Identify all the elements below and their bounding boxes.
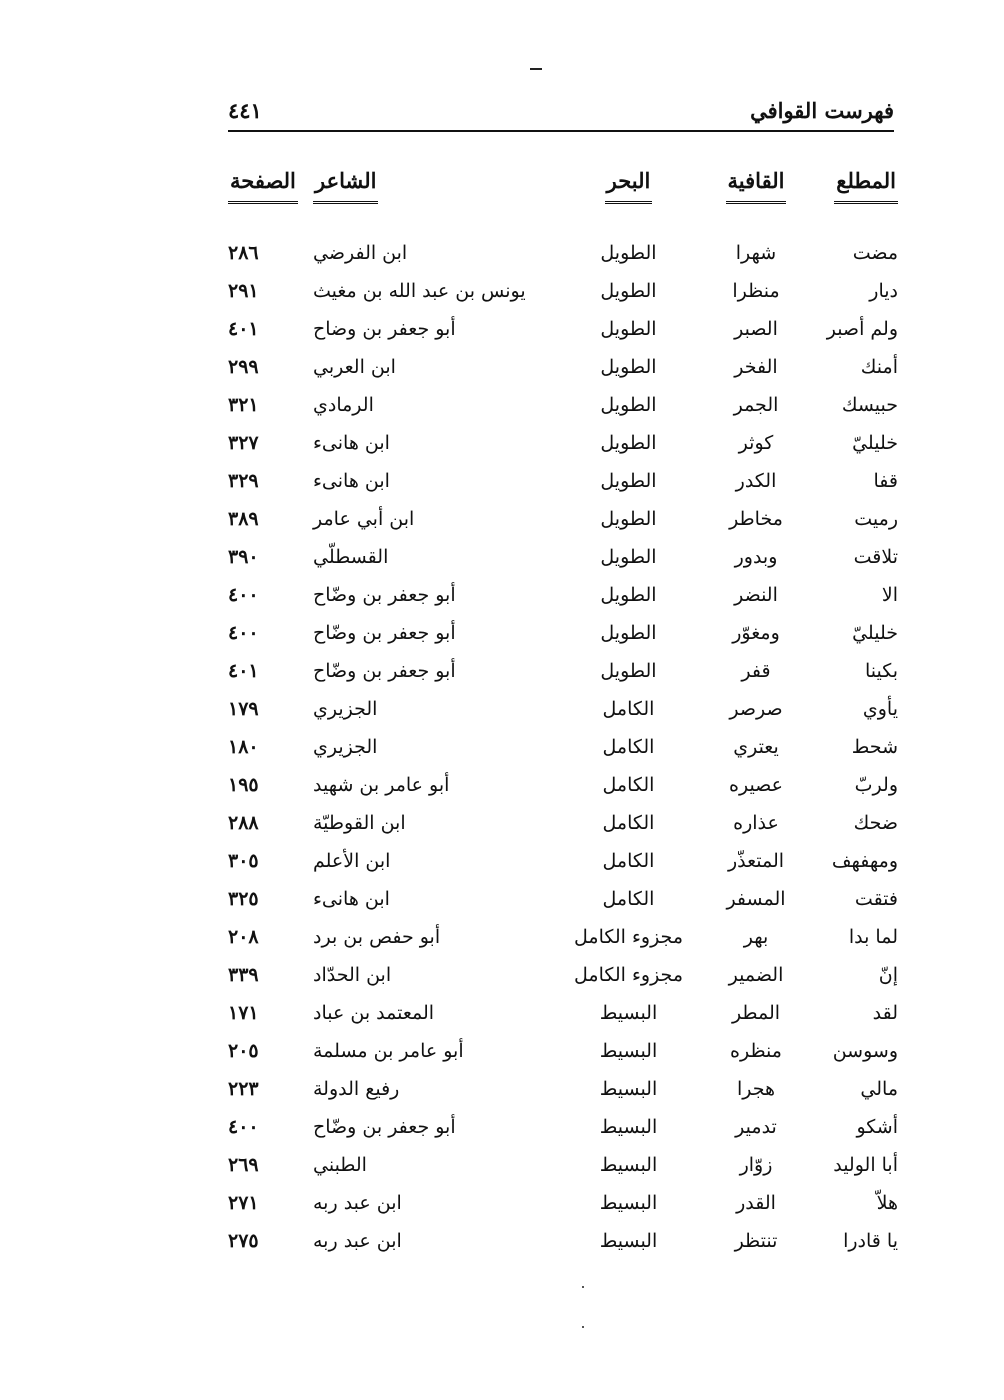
cell-qafiya: الكدر [735, 470, 777, 492]
cell-matla: يا قادرا [843, 1230, 898, 1252]
cell-poet: أبو عامر بن شهيد [313, 774, 450, 796]
cell-page: ٣٢٩ [228, 470, 259, 492]
cell-matla: ولربّ [854, 774, 898, 796]
cell-qafiya: تنتظر [734, 1230, 778, 1252]
cell-bahr: الطويل [600, 242, 657, 264]
table-header-row [228, 162, 898, 234]
cell-bahr: الطويل [600, 356, 657, 378]
column-header-page: الصفحة [228, 162, 313, 234]
rhymes-index-table [228, 162, 898, 1260]
cell-matla: أبا الوليد [833, 1154, 898, 1176]
cell-poet: ابن عبد ربه [313, 1192, 402, 1214]
cell-qafiya: تدمير [735, 1116, 777, 1138]
cell-poet: المعتمد بن عباد [313, 1002, 435, 1024]
table-row [228, 462, 898, 500]
cell-qafiya: الصبر [734, 318, 778, 340]
cell-matla: شحط [851, 736, 898, 758]
cell-qafiya: منظرا [732, 280, 780, 302]
cell-poet: ابن هانىء [313, 888, 390, 910]
top-mark [530, 68, 542, 70]
table-row [228, 386, 898, 424]
column-header-matla: المطلع [816, 162, 898, 234]
cell-matla: وسوسن [832, 1040, 898, 1062]
table-row [228, 728, 898, 766]
cell-poet: ابن القوطيّة [313, 812, 406, 834]
cell-matla: ولم أصبر [826, 318, 898, 340]
cell-bahr: الطويل [600, 584, 657, 606]
running-title: فهرست القوافي [750, 98, 894, 123]
cell-bahr: البسيط [599, 1078, 658, 1100]
cell-qafiya: النضر [734, 584, 778, 606]
cell-poet: أبو جعفر بن وضّاح [313, 660, 456, 682]
cell-page: ٤٠٠ [228, 622, 259, 644]
table-row [228, 538, 898, 576]
table-row [228, 1108, 898, 1146]
cell-page: ١٧٩ [228, 698, 259, 720]
cell-poet: الجزيري [313, 698, 378, 720]
cell-page: ٤٠٠ [228, 1116, 259, 1138]
table-row [228, 994, 898, 1032]
margin-dot [582, 1286, 584, 1288]
cell-page: ٣٢٥ [228, 888, 259, 910]
cell-poet: الطبني [313, 1154, 367, 1176]
cell-qafiya: زوّار [739, 1154, 773, 1176]
page-number: ٤٤١ [228, 98, 262, 123]
table-row [228, 956, 898, 994]
cell-bahr: الكامل [602, 698, 655, 720]
cell-matla: ديار [869, 280, 898, 302]
cell-qafiya: كوثر [738, 432, 774, 454]
cell-matla: ضحك [853, 812, 898, 834]
cell-page: ٣٢١ [228, 394, 259, 416]
table-row [228, 1070, 898, 1108]
cell-bahr: الطويل [600, 280, 657, 302]
column-header-bahr: البحر [561, 162, 696, 234]
cell-poet: أبو جعفر بن وضّاح [313, 1116, 456, 1138]
cell-poet: رفيع الدولة [313, 1078, 400, 1100]
cell-qafiya: عذاره [733, 812, 779, 834]
column-header-qafiya: القافية [696, 162, 816, 234]
cell-qafiya: المطر [731, 1002, 781, 1024]
cell-poet: أبو عامر بن مسلمة [313, 1040, 464, 1062]
table-row [228, 272, 898, 310]
cell-page: ٢٦٩ [228, 1154, 259, 1176]
cell-qafiya: ومغوّر [732, 622, 780, 644]
cell-poet: ابن هانىء [313, 470, 390, 492]
cell-bahr: الطويل [600, 432, 657, 454]
table-row [228, 652, 898, 690]
cell-matla: رميت [854, 508, 898, 530]
cell-page: ٢٠٥ [228, 1040, 259, 1062]
cell-matla: مضت [852, 242, 898, 264]
cell-matla: ومهفهف [831, 850, 898, 872]
cell-qafiya: صرصر [729, 698, 783, 720]
cell-page: ٢٩٩ [228, 356, 259, 378]
running-header [228, 96, 894, 132]
cell-qafiya: بهر [743, 926, 769, 948]
cell-matla: لما بدا [848, 926, 898, 948]
cell-page: ٣٠٥ [228, 850, 259, 872]
table-row [228, 348, 898, 386]
cell-bahr: الكامل [602, 850, 655, 872]
table-row [228, 1032, 898, 1070]
cell-qafiya: الجمر [733, 394, 779, 416]
cell-bahr: الطويل [600, 622, 657, 644]
cell-page: ٣٩٠ [228, 546, 259, 568]
cell-poet: أبو حفص بن برد [313, 926, 441, 948]
cell-bahr: البسيط [599, 1192, 658, 1214]
column-header-poet: الشاعر [313, 162, 561, 234]
cell-matla: مالي [860, 1078, 898, 1100]
cell-page: ٤٠١ [228, 660, 259, 682]
cell-page: ٢٧٥ [228, 1230, 259, 1252]
cell-qafiya: وبدور [734, 546, 778, 568]
cell-matla: يأوي [862, 698, 898, 720]
cell-poet: القسطلّي [313, 546, 389, 568]
cell-bahr: البسيط [599, 1154, 658, 1176]
cell-bahr: الكامل [602, 812, 655, 834]
cell-qafiya: القدر [736, 1192, 776, 1214]
table-body [228, 234, 898, 1260]
cell-page: ١٩٥ [228, 774, 259, 796]
margin-dot [582, 1326, 584, 1328]
cell-bahr: البسيط [599, 1116, 658, 1138]
table-row [228, 500, 898, 538]
cell-qafiya: الفخر [734, 356, 778, 378]
cell-matla: خليليّ [852, 432, 898, 454]
cell-qafiya: يعتري [733, 736, 779, 758]
cell-bahr: البسيط [599, 1002, 658, 1024]
cell-poet: ابن الفرضي [313, 242, 408, 264]
cell-poet: ابن الحدّاد [313, 964, 392, 986]
cell-qafiya: عصيره [729, 774, 783, 796]
cell-page: ٤٠٠ [228, 584, 259, 606]
table-row [228, 842, 898, 880]
cell-matla: أشكو [856, 1116, 898, 1138]
table-row [228, 1184, 898, 1222]
cell-poet: أبو جعفر بن وضاح [313, 318, 456, 340]
cell-bahr: الكامل [602, 888, 655, 910]
cell-page: ٣٣٩ [228, 964, 259, 986]
cell-matla: إنّ [878, 964, 898, 986]
table-row [228, 424, 898, 462]
cell-page: ٢٨٦ [228, 242, 259, 264]
cell-matla: فتقت [854, 888, 898, 910]
cell-page: ٣٢٧ [228, 432, 259, 454]
table-row [228, 234, 898, 272]
cell-matla: بكينا [864, 660, 898, 682]
cell-page: ٢٨٨ [228, 812, 259, 834]
cell-poet: ابن أبي عامر [313, 508, 415, 530]
cell-bahr: الكامل [602, 736, 655, 758]
cell-page: ٤٠١ [228, 318, 259, 340]
table-row [228, 804, 898, 842]
cell-qafiya: هجرا [736, 1078, 776, 1100]
cell-bahr: البسيط [599, 1040, 658, 1062]
cell-bahr: الطويل [600, 318, 657, 340]
cell-qafiya: قفر [741, 660, 771, 682]
cell-page: ٢٩١ [228, 280, 259, 302]
cell-matla: حبيسك [841, 394, 898, 416]
cell-matla: خليليّ [852, 622, 898, 644]
cell-qafiya: شهرا [735, 242, 777, 264]
cell-page: ١٨٠ [228, 736, 259, 758]
cell-qafiya: المسفر [726, 888, 786, 910]
cell-bahr: الطويل [600, 660, 657, 682]
cell-bahr: الكامل [602, 774, 655, 796]
table-row [228, 576, 898, 614]
cell-page: ٢٧١ [228, 1192, 259, 1214]
table-row [228, 918, 898, 956]
cell-bahr: الطويل [600, 546, 657, 568]
cell-qafiya: منظره [730, 1040, 782, 1062]
cell-page: ٣٨٩ [228, 508, 259, 530]
cell-page: ١٧١ [228, 1002, 259, 1024]
cell-matla: قفا [873, 470, 898, 492]
cell-bahr: البسيط [599, 1230, 658, 1252]
cell-qafiya: الضمير [728, 964, 784, 986]
cell-bahr: الطويل [600, 394, 657, 416]
table-row [228, 880, 898, 918]
cell-matla: أمنك [860, 356, 898, 378]
table-row [228, 1146, 898, 1184]
cell-poet: ابن الأعلم [313, 850, 391, 872]
cell-bahr: مجزوء الكامل [574, 926, 683, 948]
cell-matla: هلاّ [876, 1192, 898, 1214]
cell-poet: أبو جعفر بن وضّاح [313, 622, 456, 644]
cell-qafiya: مخاطر [729, 508, 783, 530]
table-row [228, 690, 898, 728]
table-row [228, 614, 898, 652]
cell-bahr: الطويل [600, 508, 657, 530]
cell-poet: يونس بن عبد الله بن مغيث [313, 280, 526, 302]
cell-page: ٢٠٨ [228, 926, 259, 948]
table-row [228, 310, 898, 348]
cell-poet: الجزيري [313, 736, 378, 758]
cell-qafiya: المتعذّر [727, 850, 785, 872]
cell-poet: ابن هانىء [313, 432, 390, 454]
cell-poet: ابن عبد ربه [313, 1230, 402, 1252]
cell-bahr: الطويل [600, 470, 657, 492]
cell-matla: الا [881, 584, 898, 606]
cell-bahr: مجزوء الكامل [574, 964, 683, 986]
cell-page: ٢٢٣ [228, 1078, 259, 1100]
table-row [228, 1222, 898, 1260]
table-row [228, 766, 898, 804]
cell-poet: أبو جعفر بن وضّاح [313, 584, 456, 606]
cell-matla: تلاقت [853, 546, 898, 568]
cell-poet: ابن العربي [313, 356, 396, 378]
cell-poet: الرمادي [313, 394, 374, 416]
cell-matla: لقد [872, 1002, 898, 1024]
